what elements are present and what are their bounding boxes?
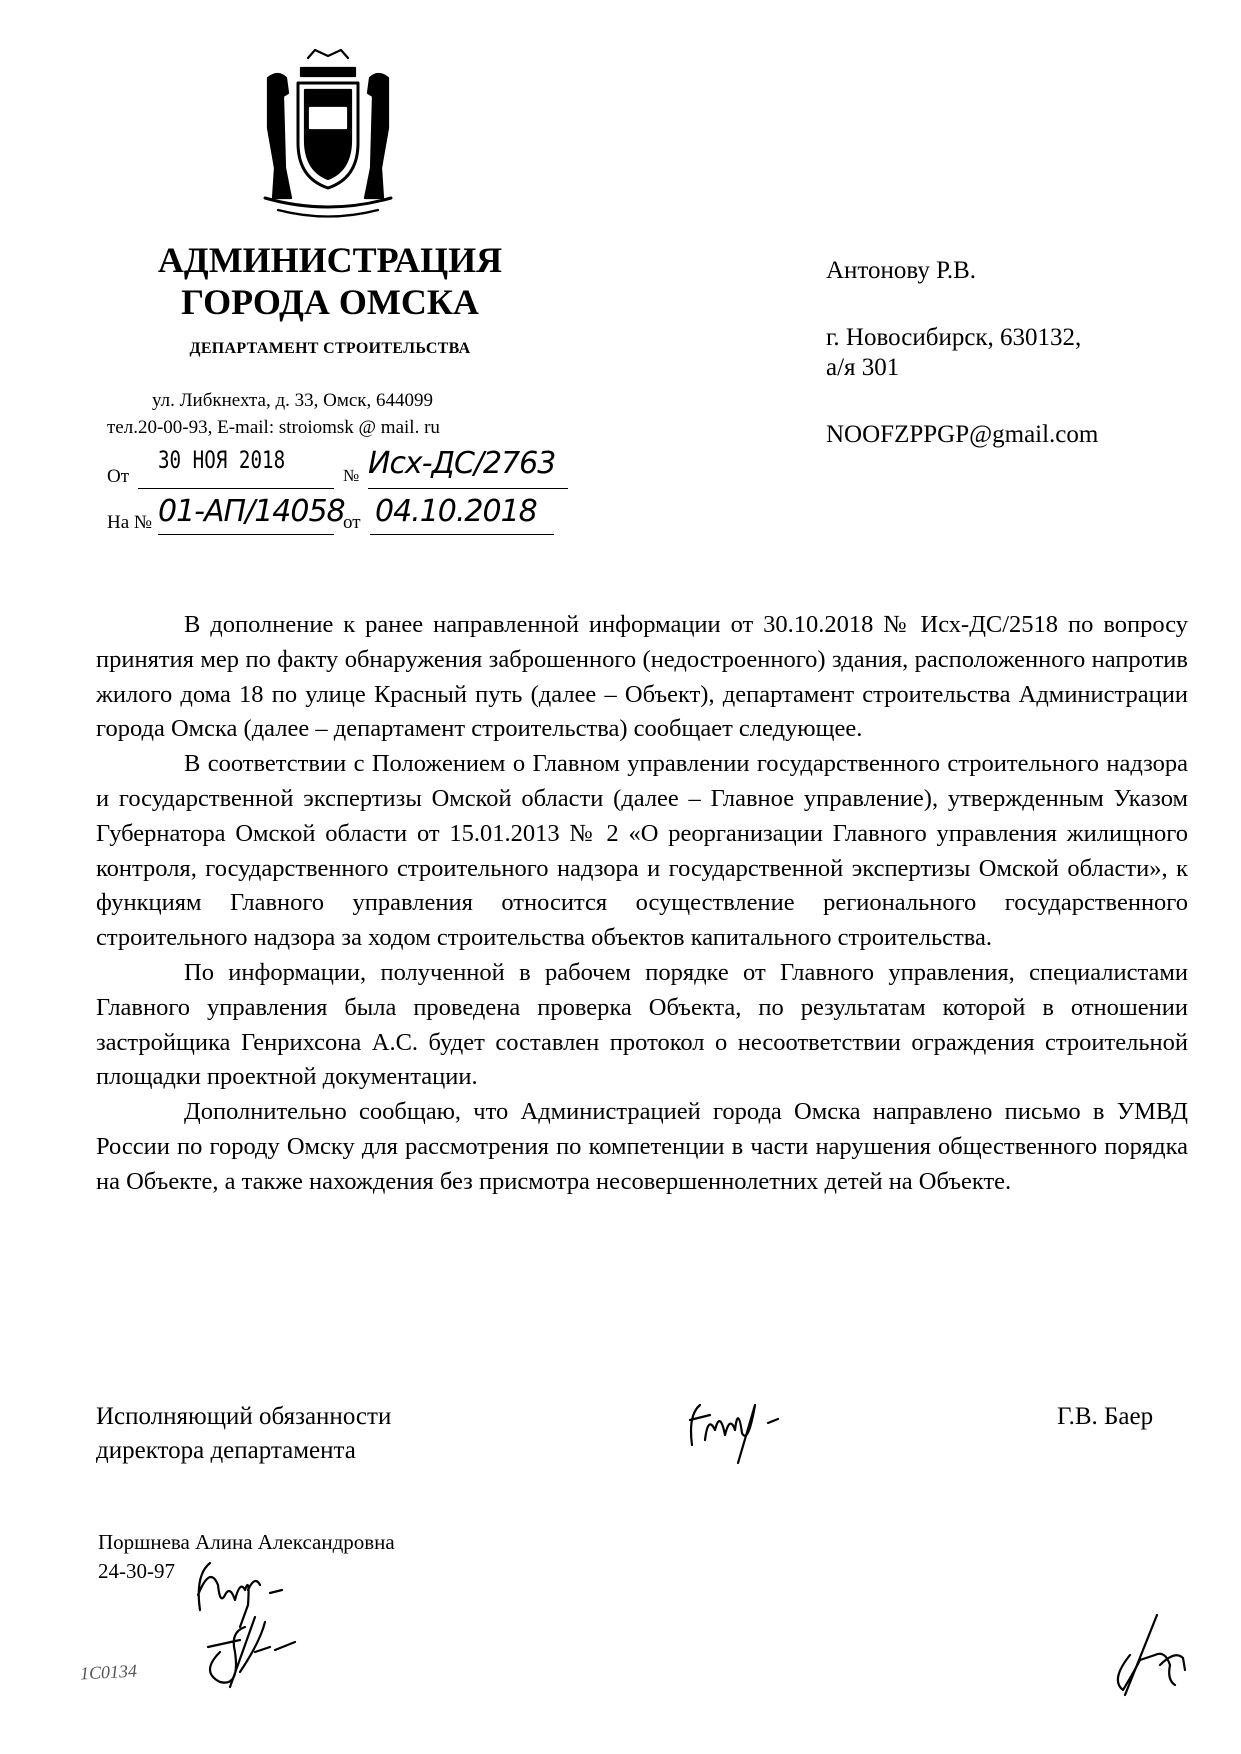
org-name-line2: ГОРОДА ОМСКА — [181, 282, 479, 322]
reply-date-label: от — [343, 512, 361, 533]
org-name-line1: АДМИНИСТРАЦИЯ — [157, 240, 503, 280]
signer-position-line1: Исполняющий обязанности — [96, 1403, 392, 1430]
department-name: ДЕПАРТАМЕНТ СТРОИТЕЛЬСТВА — [189, 340, 471, 357]
reply-number: 01-АП/14058 — [158, 494, 345, 529]
number-label: № — [343, 466, 360, 485]
signer-name: Г.В. Баер — [1057, 1403, 1154, 1430]
date-stamp: 30 НОЯ 2018 — [158, 446, 286, 474]
from-label: От — [107, 466, 130, 487]
approval-signature — [200, 1612, 310, 1692]
body-paragraph: Дополнительно сообщаю, что Администрацией города Омска направлено письмо в УМВД России по городу Омску для рассмотрения по компетенции в части нарушения общественного порядка на Объекте, а также нахождения без присмотра несовершеннолетних детей на Объекте. — [96, 1098, 1188, 1195]
outgoing-number: Исх-ДС/2763 — [368, 446, 556, 481]
body-paragraph: В дополнение к ранее направленной информации от 30.10.2018 № Исх-ДС/2518 по вопросу принятия мер по факту обнаружения заброшенного (недостроенного) здания, расположенного напротив жилого дома 18 по улице Красный путь (далее – Объект), департамент строительства Администрации города Омска (далее – департамент строительства) сообщает следующее. — [96, 611, 1188, 743]
body-paragraph: По информации, полученной в рабочем порядке от Главного управления, специалистами Главного управления была проведена проверка Объекта, по результатам которой в отношении застройщика Генрихсона А.С. будет составлен протокол о несоответствии ограждения строительной площадки проектной документации. — [96, 958, 1188, 1091]
org-contacts: тел.20-00-93, E-mail: stroiomsk @ mail. ru — [107, 417, 440, 438]
coat-of-arms-emblem — [253, 48, 403, 228]
org-address: ул. Либкнехта, д. 33, Омск, 644099 — [152, 390, 434, 411]
reply-date: 04.10.2018 — [375, 494, 537, 529]
director-signature — [680, 1385, 830, 1465]
executor-phone: 24-30-97 — [98, 1559, 175, 1583]
recipient-address-line1: г. Новосибирск, 630132, — [826, 324, 1082, 351]
executor-name: Поршнева Алина Александровна — [98, 1530, 395, 1554]
initials-signature — [1105, 1610, 1195, 1700]
body-paragraph: В соответствии с Положением о Главном управлении государственного строительного надзора и государственной экспертизы Омской области (далее – Главное управление), утвержденным Указом Губернатора Омской области от 15.01.2013 № 2 «О реорганизации Главного управления жилищного контроля, государственного строительного надзора и государственной экспертизы Омской области», к функциям Главного управления относится осуществление регионального государственного строительного надзора за ходом строительства объектов капитального строительства. — [96, 750, 1188, 952]
recipient-email: NOOFZPPGP@gmail.com — [826, 421, 1099, 448]
reply-label: На № — [107, 512, 153, 533]
recipient-address-line2: а/я 301 — [826, 354, 900, 381]
registry-mark: 1С0134 — [79, 1660, 138, 1684]
recipient-name: Антонову Р.В. — [826, 257, 977, 284]
signer-position-line2: директора департамента — [96, 1437, 356, 1464]
letter-body — [96, 608, 1188, 1200]
